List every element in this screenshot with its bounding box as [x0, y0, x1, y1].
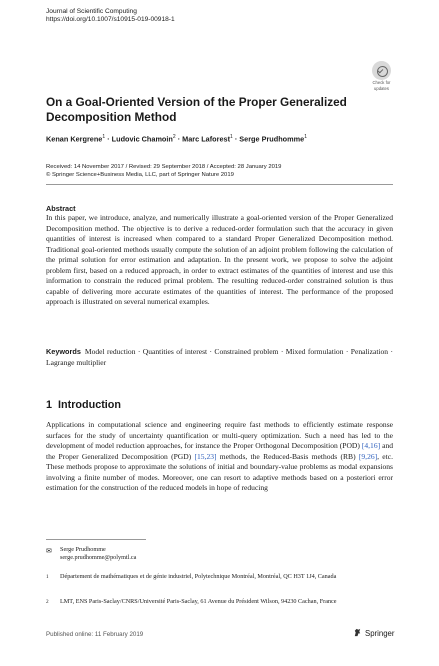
springer-horse-icon	[353, 628, 362, 637]
footnote-2	[46, 598, 393, 606]
footnote-text: Département de mathématiques et de génie industriel, Polytechnique Montréal, Montréal, QC H3T 1J4, Canada	[60, 573, 337, 580]
corresponding-author	[46, 546, 393, 563]
abstract-heading: Abstract	[46, 204, 76, 213]
intro-text: methods, the Reduced-Basis methods (RB)	[216, 451, 359, 461]
citation-link[interactable]: [9,26]	[358, 451, 378, 461]
journal-name: Journal of Scientific Computing	[46, 8, 137, 15]
intro-paragraph	[46, 420, 393, 494]
check-for-updates-icon	[372, 61, 391, 80]
author-affiliation: 1	[102, 134, 106, 140]
intro-text: , etc. These methods propose to approximate the solutions of initial and boundary-value problems as modal expansions involving a finite number of modes. Moreover, one can resort to adaptive methods based on a posteriori error estimation for the construction of the reduced models in hope of reducing	[46, 451, 393, 492]
author-name: Ludovic Chamoin	[111, 134, 173, 144]
copyright-line: © Springer Science+Business Media, LLC, part of Springer Nature 2019	[46, 172, 234, 178]
section-heading-introduction	[46, 399, 121, 411]
badge-line2: updates	[374, 85, 389, 91]
keywords-text: Model reduction · Quantities of interest · Constrained problem · Mixed formulation · Penalization · Lagrange multiplier	[46, 347, 393, 367]
author-name: Serge Prudhomme	[239, 134, 305, 144]
article-history	[46, 163, 406, 179]
footnote-number: 2	[46, 599, 49, 605]
author-name: Kenan Kergrene	[46, 134, 103, 144]
contact-name: Serge Prudhomme	[60, 546, 106, 553]
author-affiliation: 1	[304, 134, 307, 140]
author-affiliation: 2	[172, 134, 176, 140]
published-online: Published online: 11 February 2019	[46, 631, 144, 638]
footnote-1	[46, 573, 393, 581]
section-number: 1	[46, 399, 53, 411]
author-name: Marc Laforest	[182, 134, 231, 144]
check-for-updates-badge[interactable]	[368, 61, 395, 94]
publisher-name: Springer	[365, 629, 395, 638]
section-title: Introduction	[58, 399, 121, 411]
keywords	[46, 347, 393, 368]
citation-link[interactable]: [15,23]	[194, 451, 217, 461]
journal-doi[interactable]: https://doi.org/10.1007/s10915-019-00918-1	[46, 16, 175, 24]
article-title: On a Goal-Oriented Version of the Proper Generalized Decomposition Method	[46, 95, 347, 124]
citation-link[interactable]: [4,16]	[361, 441, 381, 450]
received-revised-accepted: Received: 14 November 2017 / Revised: 29 September 2018 / Accepted: 28 January 2019	[46, 164, 282, 170]
footnote-divider	[46, 539, 146, 540]
abstract-text: In this paper, we introduce, analyze, and numerically illustrate a goal-oriented version of the Proper Generalized Decomposition method. The objective is to derive a reduced-order formulation such that the accuracy in given quantities of interest is increased when compared to a standard Proper Generalized Decomposition method. Traditional goal-oriented methods usually compute the solution of an adjoint problem following the calculation of the primal solution for error estimation and adaptation. In the present work, we propose to solve the adjoint problem first, based on a reduced approach, in order to extract estimates of the quantities of interest and use this information to constrain the reduced primal problem. The resulting reduced-order constrained solution is thus capable of delivering more accurate estimates of the quantities of interest. The performance of the proposed approach is illustrated on several numerical examples.	[46, 213, 393, 306]
author-list: Kenan Kergrene$^1$ · Ludovic Chamoin$^2$ · Marc Laforest$^1$ · Serge Prudhomme$^1$	[46, 134, 307, 144]
keywords-heading: Keywords	[46, 347, 81, 356]
footnote-text: LMT, ENS Paris-Saclay/CNRS/Université Paris-Saclay, 61 Avenue du Président Wilson, 94230 Cachan, France	[60, 598, 337, 605]
author-affiliation: 1	[230, 134, 233, 140]
journal-header	[46, 8, 175, 25]
divider	[46, 184, 393, 185]
badge-line1: Check for	[372, 80, 391, 85]
intro-text: Applications in computational science and engineering require fast methods to efficiently estimate response surfaces for the study of uncertainty quantification or multi-query optimization. Such a need has led to the development of model reduction approaches, for instance the Proper Orthogonal Decomposition (POD)	[46, 420, 393, 450]
footnote-number: 1	[46, 574, 49, 580]
publisher-logo	[353, 628, 394, 638]
intro-text: and the Proper Generalized Decomposition (PGD)	[46, 441, 393, 461]
contact-email[interactable]: serge.prudhomme@polymtl.ca	[60, 554, 137, 562]
envelope-icon: ✉	[46, 547, 52, 555]
